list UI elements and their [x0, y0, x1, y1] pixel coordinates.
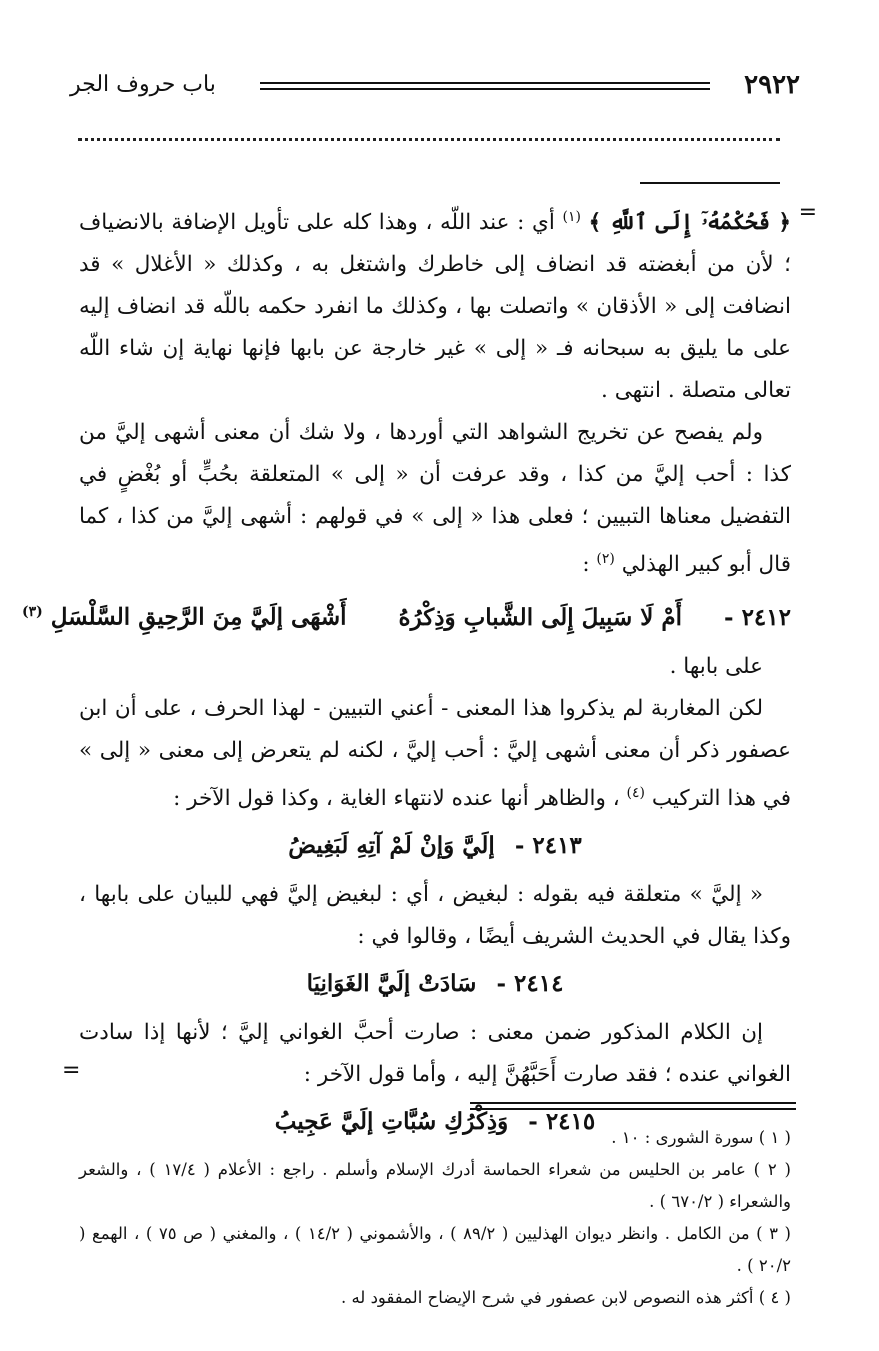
dotted-separator [78, 138, 780, 141]
verse-2413 [79, 824, 791, 868]
header-double-rule [260, 82, 710, 90]
paragraph-text: على بابها . [669, 653, 763, 679]
footnote-ref: (١) [562, 209, 581, 225]
paragraph-text: أي : عند اللّه ، وهذا كله على تأويل الإضافة بالانضياف ؛ لأن من أبغضته قد انضاف إلى خاطرك واشتغل به ، وكذلك « الأغلال » قد انضافت إلى « الأذقان » واتصلت بها ، وكذلك ما انفرد حكمه باللّه قد انضاف إليه على ما يليق به سبحانه فـ « إلى » غير خارجة عن بابها فإنها نهاية إن شاء اللّه تعالى متصلة . انتهى . [79, 210, 791, 404]
quran-quote: ﴿ فَحُكْمُهُۥٓ إِلَى ٱللَّهِ ﴾ [588, 210, 791, 236]
paragraph-text: : [582, 552, 590, 578]
paragraph-3 [79, 646, 791, 688]
verse-2412 [21, 590, 791, 640]
footnotes [79, 1122, 791, 1314]
verse-text: سَادَتْ إلَيَّ الغَوَانِيَا [306, 970, 477, 998]
verse-second-hemistich [22, 590, 347, 640]
paragraph-1 [79, 196, 791, 412]
footnote-ref: (٤) [626, 784, 645, 801]
continuation-start-mark: = [798, 200, 817, 225]
running-title: باب حروف الجر [70, 72, 216, 97]
verse-number: ٢٤١٣ - [514, 832, 582, 860]
paragraph-text: « إليَّ » متعلقة فيه بقوله : لبغيض ، أي : لبغيض إليَّ فهي للبيان على بابها ، وكذا يقال في الحديث الشريف أيضًا ، وقالوا في : [79, 882, 791, 950]
footnote-ref: (٣) [21, 604, 43, 621]
main-text [21, 196, 791, 1150]
footnote-4: ( ٤ ) أكثر هذه النصوص لابن عصفور في شرح الإيضاح المفقود له . [340, 1288, 791, 1307]
verse-text: إلَيَّ وَإنْ لَمْ آتِهِ لَبَغِيضُ [288, 832, 495, 860]
footnote-separator [470, 1102, 796, 1110]
paragraph-text: ، والظاهر أنها عنده لانتهاء الغاية ، وكذا قول الآخر : [173, 786, 620, 812]
running-header [70, 70, 800, 106]
verse-number: ٢٤١٥ - [528, 1108, 596, 1136]
footnote-1: ( ١ ) سورة الشورى : ١٠ . [611, 1128, 791, 1147]
verse-2414 [79, 962, 791, 1006]
paragraph-2 [79, 412, 791, 586]
verse-number: ٢٤١٢ - [724, 603, 791, 631]
paragraph-5 [79, 874, 791, 958]
verse-first-hemistich: أَمْ لَا سَبِيلَ إِلَى الشَّبابِ وَذِكْرُهُ [398, 603, 682, 631]
paragraph-text: إن الكلام المذكور ضمن معنى : صارت أحبَّ الغواني إليَّ ؛ لأنها إذا سادت الغواني عنده ؛ فقد صارت أَحَبَّهُنَّ إليه ، وأما قول الآخر : [79, 1020, 791, 1088]
paragraph-6 [79, 1012, 791, 1096]
verse-text: وَذِكْرُكِ سُبَّاتِ إلَيَّ عَجِيبُ [274, 1108, 509, 1136]
footnote-3: ( ٣ ) من الكامل . وانظر ديوان الهذليين ( ٨٩/٢ ) ، والأشموني ( ١٤/٢ ) ، والمغني ( ص ٧٥ ) ، الهمع ( ٢٠/٢ ) . [79, 1224, 791, 1275]
footnote-2: ( ٢ ) عامر بن الحليس من شعراء الحماسة أدرك الإسلام وأسلم . راجع : الأعلام ( ١٧/٤ ) ، والشعر والشعراء ( ٦٧٠/٢ ) . [79, 1160, 791, 1211]
page-number: ٢٩٢٢ [744, 70, 800, 100]
footnote-ref: (٢) [596, 551, 615, 568]
paragraph-4 [79, 688, 791, 820]
continuation-end-mark: = [62, 1058, 81, 1083]
paragraph-text: لكن المغاربة لم يذكروا هذا المعنى - أعني التبيين - لهذا الحرف ، على أن ابن عصفور ذكر أن معنى أشهى إليَّ : أحب إليَّ ، لكنه لم يتعرض إلى معنى « إلى » في هذا التركيب [79, 695, 791, 812]
verse-number: ٢٤١٤ - [496, 970, 564, 998]
paragraph-text: ولم يفصح عن تخريج الشواهد التي أوردها ، ولا شك أن معنى أشهى إليَّ من كذا : أحب إليَّ من كذا ، وقد عرفت أن « إلى » المتعلقة بحُبٍّ أو بُغْضٍ في التفضيل معناها التبيين ؛ فعلى هذا « إلى » في قولهم : أشهى إليَّ من كذا ، كما قال أبو كبير الهذلي [79, 420, 791, 578]
verse-second-text: أَشْهَى إلَيَّ مِنَ الرَّحِيقِ السَّلْسَلِ [50, 603, 347, 631]
continuation-rule [640, 182, 780, 184]
